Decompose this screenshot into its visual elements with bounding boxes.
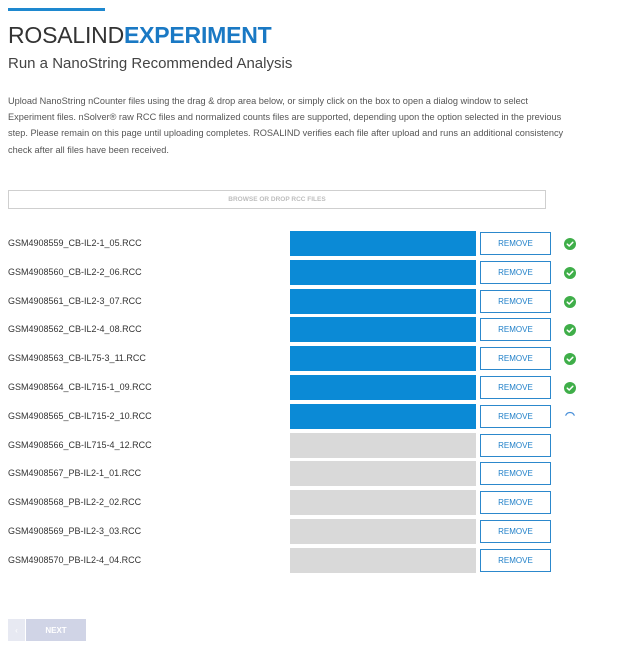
remove-file-button[interactable]: REMOVE [480, 520, 551, 543]
check-circle-icon [564, 237, 576, 249]
pager [8, 619, 86, 641]
page-title: Run a NanoString Recommended Analysis [8, 55, 293, 72]
file-name: GSM4908567_PB-IL2-1_01.RCC [8, 468, 142, 479]
upload-progress-bar [290, 490, 476, 515]
remove-file-button[interactable]: REMOVE [480, 405, 551, 428]
file-name: GSM4908566_CB-IL715-4_12.RCC [8, 439, 152, 450]
file-name: GSM4908569_PB-IL2-3_03.RCC [8, 526, 142, 536]
check-circle-icon [564, 323, 576, 335]
previous-button[interactable] [8, 619, 25, 641]
header-accent-rule [8, 8, 105, 11]
upload-progress-fill [290, 289, 476, 314]
file-row [0, 375, 622, 400]
spinner-icon [564, 410, 576, 422]
next-button[interactable]: NEXT [26, 619, 86, 641]
brand-name-bold: EXPERIMENT [123, 22, 272, 48]
chevron-left-icon: ‹ [15, 625, 18, 635]
upload-progress-bar [290, 317, 476, 342]
upload-progress-bar [290, 519, 476, 544]
upload-progress-fill [290, 260, 476, 285]
remove-file-button[interactable]: REMOVE [480, 549, 551, 572]
remove-file-button[interactable]: REMOVE [480, 290, 551, 313]
check-circle-icon [564, 381, 576, 393]
file-row [0, 231, 622, 256]
remove-file-button[interactable]: REMOVE [480, 462, 551, 485]
file-name: GSM4908568_PB-IL2-2_02.RCC [8, 497, 142, 508]
file-row [0, 404, 622, 429]
file-row [0, 346, 622, 371]
file-name: GSM4908561_CB-IL2-3_07.RCC [8, 295, 142, 306]
file-row [0, 461, 622, 486]
file-row [0, 433, 622, 458]
upload-progress-bar [290, 289, 476, 314]
upload-progress-bar [290, 231, 476, 256]
remove-file-button[interactable]: REMOVE [480, 376, 551, 399]
file-row [0, 490, 622, 515]
app-logo [8, 21, 272, 49]
file-name: GSM4908565_CB-IL715-2_10.RCC [8, 410, 152, 421]
remove-file-button[interactable]: REMOVE [480, 318, 551, 341]
upload-progress-bar [290, 433, 476, 458]
brand-name-light: ROSALIND [8, 22, 124, 48]
check-circle-icon [564, 266, 576, 278]
remove-file-button[interactable]: REMOVE [480, 232, 551, 255]
file-name: GSM4908564_CB-IL715-1_09.RCC [8, 382, 152, 392]
remove-file-button[interactable]: REMOVE [480, 434, 551, 457]
upload-progress-fill [290, 231, 476, 256]
dropzone-label: BROWSE OR DROP RCC FILES [228, 196, 326, 203]
upload-progress-bar [290, 375, 476, 400]
file-name: GSM4908562_CB-IL2-4_08.RCC [8, 324, 142, 335]
file-dropzone[interactable] [8, 190, 546, 209]
upload-progress-bar [290, 346, 476, 371]
file-row [0, 289, 622, 314]
file-name: GSM4908560_CB-IL2-2_06.RCC [8, 266, 142, 277]
file-name: GSM4908559_CB-IL2-1_05.RCC [8, 238, 142, 248]
file-row [0, 519, 622, 544]
remove-file-button[interactable]: REMOVE [480, 491, 551, 514]
upload-progress-fill [290, 346, 476, 371]
check-circle-icon [564, 295, 576, 307]
upload-progress-bar [290, 548, 476, 573]
remove-file-button[interactable]: REMOVE [480, 347, 551, 370]
file-row [0, 260, 622, 285]
file-name: GSM4908563_CB-IL75-3_11.RCC [8, 353, 146, 364]
upload-progress-bar [290, 260, 476, 285]
upload-progress-bar [290, 461, 476, 486]
upload-progress-fill [290, 317, 476, 342]
remove-file-button[interactable]: REMOVE [480, 261, 551, 284]
upload-progress-fill [290, 404, 476, 429]
upload-progress-fill [290, 375, 476, 400]
file-name: GSM4908570_PB-IL2-4_04.RCC [8, 554, 142, 565]
file-row [0, 317, 622, 342]
file-row [0, 548, 622, 573]
upload-instructions: Upload NanoString nCounter files using the drag & drop area below, or simply click on the box to open a dialog window to select Experiment files. nSolver® raw RCC files and normalized counts files are supported, depending upon the option selected in the previous step. Please remain on this page until uploading completes. ROSALIND verifies each file after upload and runs an additional consistency check after all files have been received. [8, 96, 564, 155]
check-circle-icon [564, 352, 576, 364]
upload-progress-bar [290, 404, 476, 429]
